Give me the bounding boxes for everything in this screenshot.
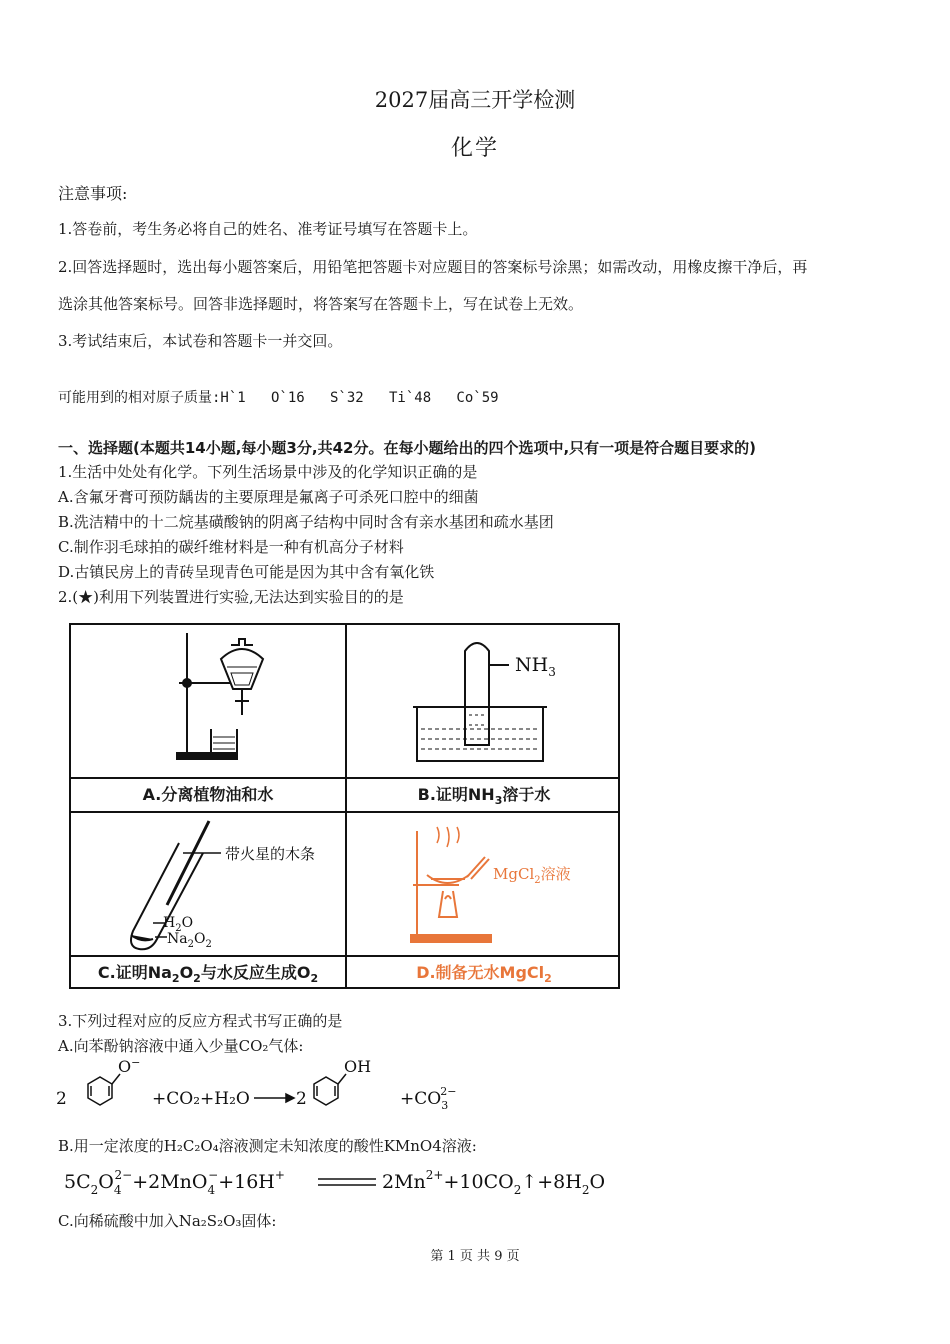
phenol-ring-icon <box>314 1074 346 1105</box>
q1-option-d: D.古镇民房上的青砖呈现青色可能是因为其中含有氧化铁 <box>58 563 435 581</box>
section-1-heading: 一、选择题(本题共14小题,每小题3分,共42分。在每小题给出的四个选项中,只有一项是符合题目要求的) <box>58 439 756 457</box>
caption-a: A.分离植物油和水 <box>142 785 274 804</box>
svg-text:+CO₂+H₂O: +CO₂+H₂O <box>152 1089 250 1109</box>
exam-title: 2027届高三开学检测 <box>374 88 576 112</box>
svg-text:2: 2 <box>296 1089 307 1109</box>
svg-text:5C2O42−+2MnO4−+16H+: $5C_2O_42-+2MnO_4-+16H^+$ <box>64 1168 285 1197</box>
apparatus-a <box>71 625 345 777</box>
q3-option-b: B.用一定浓度的H₂C₂O₄溶液测定未知浓度的酸性KMnO4溶液: <box>58 1137 477 1155</box>
reaction-arrow <box>254 1094 294 1102</box>
svg-text:+CO32−: $+CO_32-$ <box>400 1085 457 1112</box>
q3-stem: 3.下列过程对应的反应方程式书写正确的是 <box>58 1012 343 1030</box>
phenoxide-ring-icon <box>88 1074 120 1105</box>
na2o2-label: $Na_2O_2$ <box>167 931 212 950</box>
q3-a-equation <box>54 1058 474 1120</box>
nh3-test-tube-diagram <box>347 625 618 777</box>
q1-option-b: B.洗洁精中的十二烷基磺酸钠的阴离子结构中同时含有亲水基团和疏水基团 <box>58 513 554 531</box>
notice-item-3: 3.考试结束后，本试卷和答题卡一并交回。 <box>58 332 343 350</box>
caption-c: C.证明$Na_2O_2$与水反应生成$O_2$ <box>97 963 319 986</box>
mgcl2-label: MgCl$_2$溶液 <box>493 865 571 886</box>
notice-item-2-line-1: 2.回答选择题时，选出每小题答案后，用铅笔把答题卡对应题目的答案标号涂黑；如需改动，用橡皮擦干净后，再 <box>58 258 808 276</box>
apparatus-d <box>347 813 618 955</box>
notice-item-1: 1.答卷前，考生务必将自己的姓名、准考证号填写在答题卡上。 <box>58 220 478 238</box>
notice-heading: 注意事项: <box>58 184 128 203</box>
q2-apparatus-table <box>69 623 620 989</box>
evaporation-diagram <box>347 813 618 955</box>
svg-text:O−: O− <box>118 1056 141 1076</box>
caption-b: B.证明$NH_3$溶于水 <box>417 785 551 808</box>
atomic-masses: 可能用到的相对原子质量:H`1 O`16 S`32 Ti`48 Co`59 <box>58 390 499 406</box>
page-footer: 第 1 页 共 9 页 <box>430 1249 520 1264</box>
q1-option-c: C.制作羽毛球拍的碳纤维材料是一种有机高分子材料 <box>58 538 404 556</box>
stick-label: 带火星的木条 <box>225 845 316 863</box>
na2o2-tube-diagram <box>71 813 345 955</box>
svg-text:2Mn2++10CO2↑+8H2O: $2Mn^{2+}+10CO_2↑+8H_2O$ <box>382 1168 606 1197</box>
subject-title: 化学 <box>450 136 499 161</box>
svg-text:2: 2 <box>56 1089 67 1109</box>
caption-d: D.制备无水MgCl$_2$ <box>416 963 552 986</box>
equals-sign <box>318 1179 376 1185</box>
q3-option-c: C.向稀硫酸中加入Na₂S₂O₃固体: <box>58 1212 277 1230</box>
h2o-label: $H_2O$ <box>163 915 194 934</box>
q2-stem: 2.(★)利用下列装置进行实验,无法达到实验目的的是 <box>58 588 404 606</box>
separatory-funnel-diagram <box>71 625 345 777</box>
q3-option-a: A.向苯酚钠溶液中通入少量CO₂气体: <box>58 1037 304 1055</box>
q3-b-equation <box>60 1162 606 1202</box>
apparatus-c <box>71 813 345 955</box>
q1-stem: 1.生活中处处有化学。下列生活场景中涉及的化学知识正确的是 <box>58 463 478 481</box>
q1-option-a: A.含氟牙膏可预防龋齿的主要原理是氟离子可杀死口腔中的细菌 <box>58 488 479 506</box>
nh3-label: $NH_3$ <box>515 654 556 679</box>
apparatus-b <box>347 625 618 777</box>
svg-text:OH: OH <box>344 1057 372 1076</box>
notice-item-2-line-2: 选涂其他答案标号。回答非选择题时，将答案写在答题卡上，写在试卷上无效。 <box>58 295 584 313</box>
